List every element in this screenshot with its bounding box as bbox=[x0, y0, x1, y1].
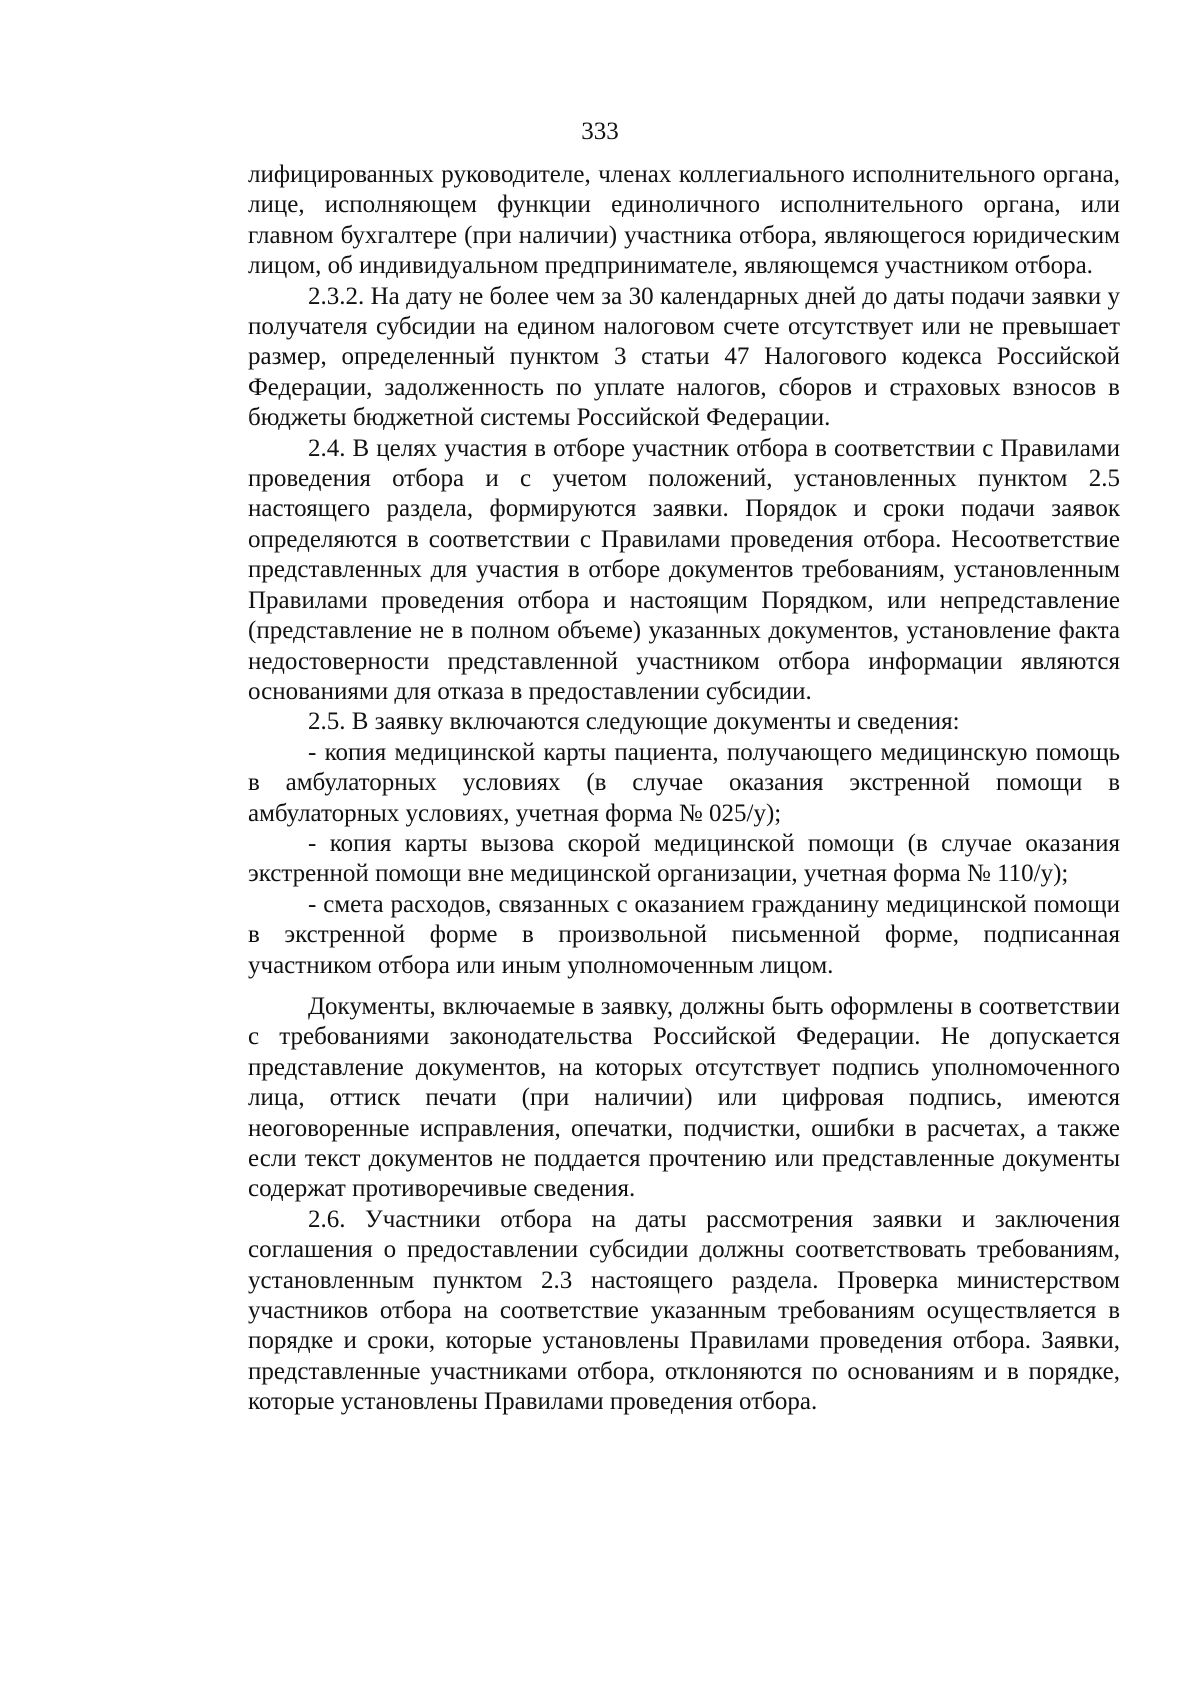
document-body bbox=[248, 160, 1120, 1418]
paragraph-2-3-2: 2.3.2. На дату не более чем за 30 календарных дней до даты подачи заявки у получателя субсидии на едином налоговом счете отсутствует или не превышает размер, определенный пунктом 3 статьи 47 Налогового кодекса Российской Федерации, задолженность по уплате налогов, сборов и страховых взносов в бюджеты бюджетной системы Российской Федерации. bbox=[248, 282, 1120, 432]
paragraph-2-4: 2.4. В целях участия в отборе участник отбора в соответствии с Правилами проведения отбора и с учетом положений, установленных пунктом 2.5 настоящего раздела, формируются заявки. Порядок и сроки подачи заявок определяются в соответствии с Правилами проведения отбора. Несоответствие представленных для участия в отборе документов требованиям, установленным Правилами проведения отбора и настоящим Порядком, или непредставление (представление не в полном объеме) указанных документов, установление факта недостоверности представленной участником отбора информации являются основаниями для отказа в предоставлении субсидии. bbox=[248, 434, 1120, 705]
paragraph-continuation: лифицированных руководителе, членах коллегиального исполнительного органа, лице, исполняющем функции единоличного исполнительного органа, или главном бухгалтере (при наличии) участника отбора, являющегося юридическим лицом, об индивидуальном предпринимателе, являющемся участником отбора. bbox=[248, 161, 1120, 280]
list-item-cost-estimate: - смета расходов, связанных с оказанием гражданину медицинской помощи в экстренной форме в произвольной письменной форме, подписанная участником отбора или иным уполномоченным лицом. bbox=[248, 890, 1120, 979]
page-number: 333 bbox=[581, 118, 619, 145]
paragraph-2-5: 2.5. В заявку включаются следующие документы и сведения: bbox=[308, 708, 960, 736]
list-item-medical-card: - копия медицинской карты пациента, получающего медицинскую помощь в амбулаторных условиях (в случае оказания экстренной помощи в амбулаторных условиях, учетная форма № 025/у); bbox=[248, 738, 1120, 827]
list-item-ambulance-card: - копия карты вызова скорой медицинской помощи (в случае оказания экстренной помощи вне медицинской организации, учетная форма № 110/у); bbox=[248, 829, 1120, 888]
paragraph-2-6: 2.6. Участники отбора на даты рассмотрения заявки и заключения соглашения о предоставлении субсидии должны соответствовать требованиям, установленным пунктом 2.3 настоящего раздела. Проверка министерством участников отбора на соответствие указанным требованиям осуществляется в порядке и сроки, которые установлены Правилами проведения отбора. Заявки, представленные участниками отбора, отклоняются по основаниям и в порядке, которые установлены Правилами проведения отбора. bbox=[248, 1205, 1120, 1416]
paragraph-documents-requirements: Документы, включаемые в заявку, должны быть оформлены в соответствии с требованиями законодательства Российской Федерации. Не допускается представление документов, на которых отсутствует подпись уполномоченного лица, оттиск печати (при наличии) или цифровая подпись, имеются неоговоренные исправления, опечатки, подчистки, ошибки в расчетах, а также если текст документов не поддается прочтению или представленные документы содержат противоречивые сведения. bbox=[248, 992, 1120, 1203]
